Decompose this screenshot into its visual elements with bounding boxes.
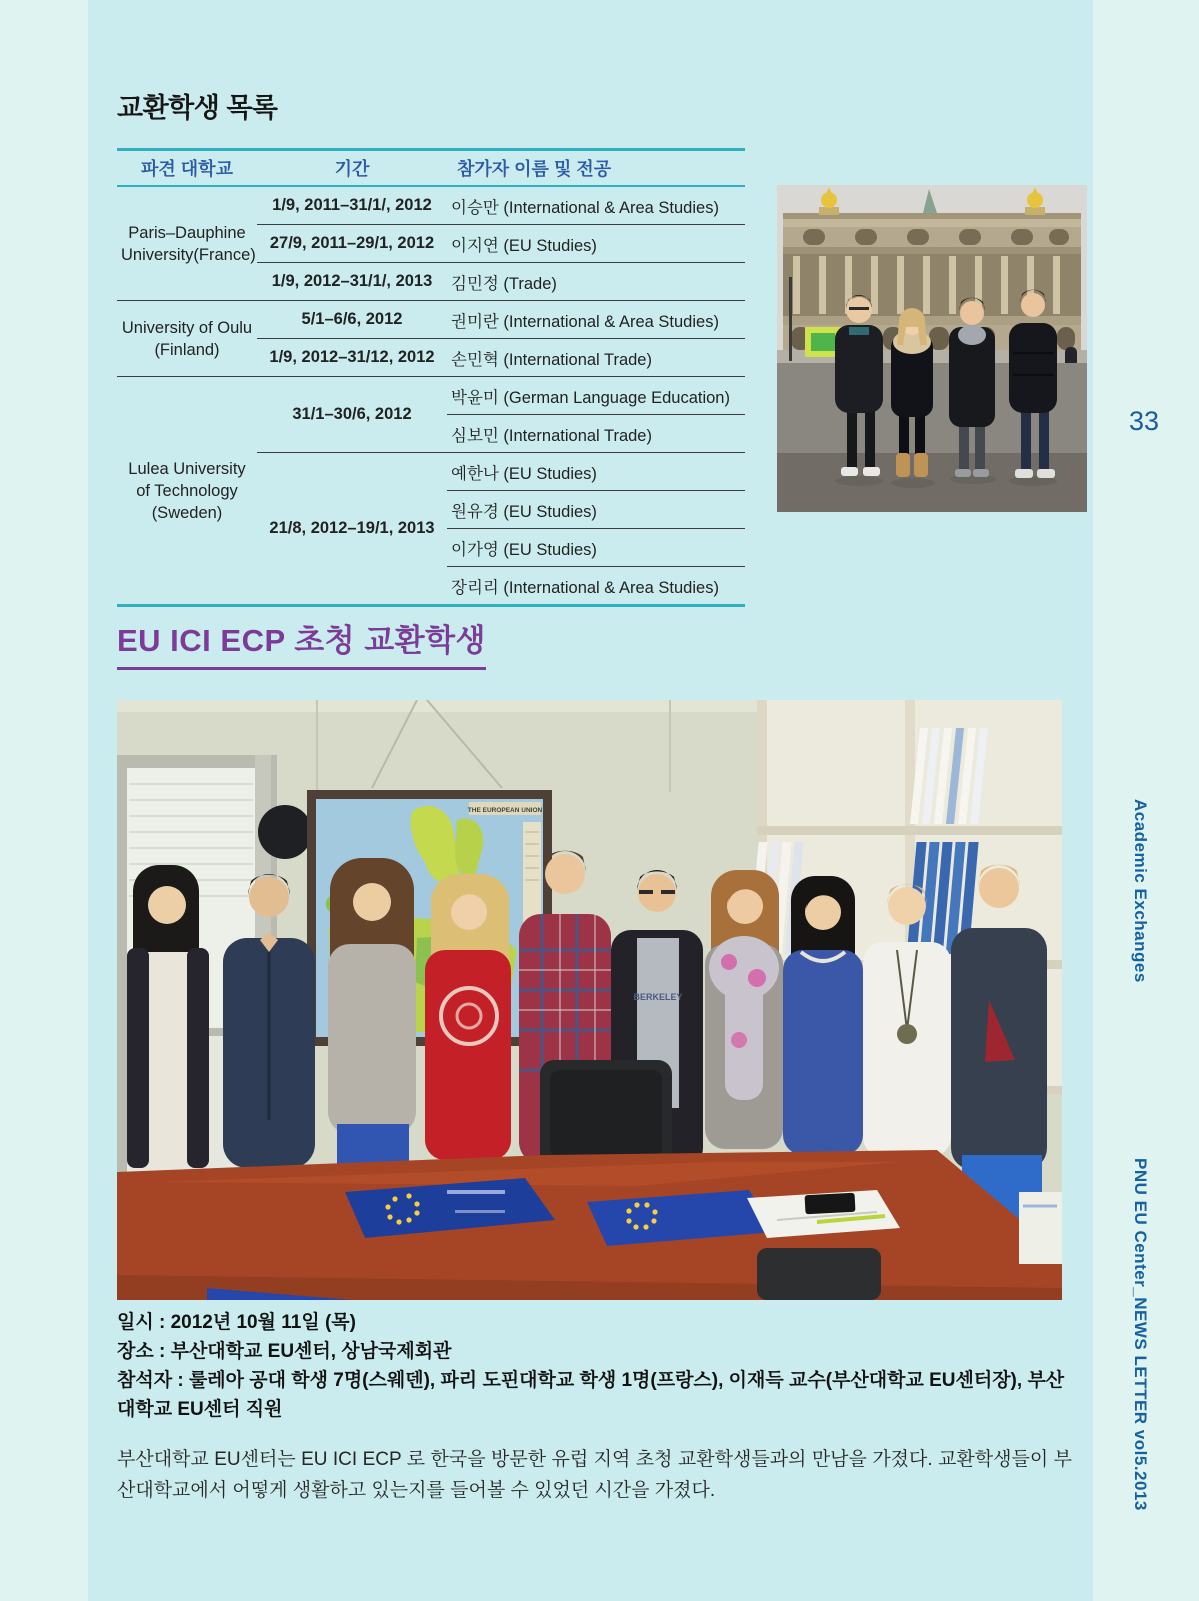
- paris-students-photo: [777, 185, 1087, 512]
- period-cell: 1/9, 2012–31/12, 2012: [257, 339, 447, 377]
- page-number: 33: [1128, 406, 1160, 436]
- participant-cell: 이지연 (EU Studies): [447, 225, 745, 263]
- article-paragraph: 부산대학교 EU센터는 EU ICI ECP 로 한국을 방문한 유럽 지역 초청 교환학생들과의 만남을 가졌다. 교환학생들이 부산대학교에서 어떻게 생활하고 있는지를 들어볼 수 있었던 시간을 가졌다.: [117, 1449, 1072, 1501]
- detail-place: 장소 : 부산대학교 EU센터, 상남국제회관: [117, 1341, 452, 1362]
- participant-cell: 이가영 (EU Studies): [447, 529, 745, 567]
- chair-right: [757, 1248, 881, 1300]
- university-cell: University of Oulu (Finland): [117, 301, 257, 377]
- group-photo: [117, 700, 1062, 1300]
- period-cell: 1/9, 2012–31/1/, 2013: [257, 263, 447, 301]
- paper-stack: [1019, 1192, 1062, 1264]
- exchange-list-title: 교환학생 목록: [117, 93, 278, 123]
- detail-date: 일시 : 2012년 10월 11일 (목): [117, 1312, 356, 1333]
- period-cell: 31/1–30/6, 2012: [257, 377, 447, 453]
- participant-cell: 이승만 (International & Area Studies): [451, 198, 719, 217]
- detail-attendees: 참석자 : 룰레아 공대 학생 7명(스웨덴), 파리 도핀대학교 학생 1명(프랑스), 이재득 교수(부산대학교 EU센터장), 부산대학교 EU센터 직원: [117, 1370, 1065, 1420]
- table-row: [117, 186, 745, 225]
- invited-section-title: EU ICI ECP 초청 교환학생: [117, 615, 486, 670]
- period-cell: 21/8, 2012–19/1, 2013: [257, 453, 447, 606]
- side-tab-academic-exchanges: Academic Exchanges: [1131, 799, 1150, 983]
- paris-photo-illustration: [777, 185, 1087, 512]
- col-university: 파견 대학교: [117, 150, 257, 187]
- exchange-table: [117, 148, 735, 607]
- period-cell: 27/9, 2011–29/1, 2012: [257, 225, 447, 263]
- university-cell: Lulea University of Technology (Sweden): [117, 377, 257, 606]
- exchange-table-body: [117, 186, 745, 606]
- col-period: 기간: [257, 150, 447, 187]
- map-title: THE EUROPEAN UNION: [467, 807, 543, 814]
- participant-cell: 권미란 (International & Area Studies): [447, 301, 745, 339]
- wall-clock: [258, 805, 312, 859]
- participant-cell: 김민정 (Trade): [447, 263, 745, 301]
- university-cell: Paris–Dauphine University(France): [121, 223, 256, 264]
- table-header-row: [117, 150, 745, 187]
- side-tab-newsletter: PNU EU Center_NEWS LETTER vol5.2013: [1131, 1158, 1150, 1511]
- participant-cell: 손민혁 (International Trade): [447, 339, 745, 377]
- period-cell: 5/1–6/6, 2012: [257, 301, 447, 339]
- conference-table: [117, 1150, 1062, 1300]
- event-details: [117, 1308, 1069, 1424]
- col-participant: 참가자 이름 및 전공: [447, 150, 745, 187]
- table-row: [117, 377, 745, 415]
- group-photo-illustration: [117, 700, 1062, 1300]
- participant-cell: 원유경 (EU Studies): [447, 491, 745, 529]
- participant-cell: 예한나 (EU Studies): [447, 453, 745, 491]
- table-row: [117, 301, 745, 339]
- left-margin-strip: [0, 0, 88, 1601]
- sweatshirt-text: BERKELEY: [633, 992, 683, 1002]
- participant-cell: 박윤미 (German Language Education): [447, 377, 745, 415]
- participant-cell: 심보민 (International Trade): [447, 415, 745, 453]
- participant-cell: 장리리 (International & Area Studies): [447, 567, 745, 606]
- lamppost: [789, 277, 792, 361]
- period-cell: 1/9, 2011–31/1/, 2012: [272, 196, 432, 214]
